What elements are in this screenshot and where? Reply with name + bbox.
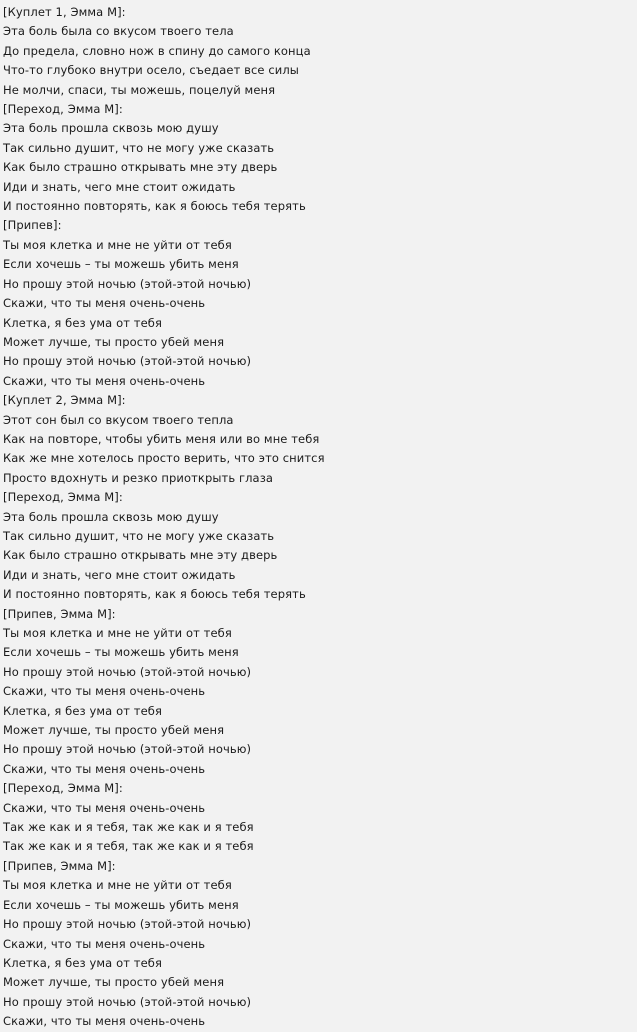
lyric-line: Эта боль прошла сквозь мою душу bbox=[3, 509, 219, 524]
lyric-line: Скажи, что ты меня очень-очень bbox=[3, 936, 206, 951]
lyric-line: Просто вдохнуть и резко приоткрыть глаза bbox=[3, 470, 274, 485]
lyric-line: Скажи, что ты меня очень-очень bbox=[3, 761, 206, 776]
lyric-line: Клетка, я без ума от тебя bbox=[3, 315, 162, 330]
lyric-line: До предела, словно нож в спину до самого конца bbox=[3, 43, 311, 58]
lyric-line: Как же мне хотелось просто верить, что это снится bbox=[3, 451, 325, 466]
section-header: [Куплет 1, Эмма М]: bbox=[3, 5, 126, 19]
lyric-line: Скажи, что ты меня очень-очень bbox=[3, 296, 206, 311]
lyric-line: Так же как и я тебя, так же как и я тебя bbox=[3, 839, 254, 854]
section-header: [Припев]: bbox=[3, 218, 62, 233]
lyric-line: Иди и знать, чего мне стоит ожидать bbox=[3, 567, 236, 582]
lyric-line: Если хочешь – ты можешь убить меня bbox=[3, 257, 239, 272]
lyric-line: Эта боль была со вкусом твоего тела bbox=[3, 24, 234, 39]
lyric-line: Этот сон был со вкусом твоего тепла bbox=[3, 412, 234, 427]
section-header: [Переход, Эмма М]: bbox=[3, 781, 123, 796]
lyric-line: Но прошу этой ночью (этой-этой ночью) bbox=[3, 994, 252, 1009]
lyric-line: Эта боль прошла сквозь мою душу bbox=[3, 121, 219, 136]
lyric-line: Клетка, я без ума от тебя bbox=[3, 703, 162, 718]
lyric-line: Так же как и я тебя, так же как и я тебя bbox=[3, 820, 254, 835]
section-header: [Припев, Эмма М]: bbox=[3, 858, 116, 873]
lyric-line: Скажи, что ты меня очень-очень bbox=[3, 373, 206, 388]
lyric-line: Так сильно душит, что не могу уже сказать bbox=[3, 140, 275, 155]
lyric-line: Но прошу этой ночью (этой-этой ночью) bbox=[3, 354, 252, 369]
lyric-line: Может лучше, ты просто убей меня bbox=[3, 334, 225, 349]
lyric-line: Как было страшно открывать мне эту дверь bbox=[3, 548, 278, 563]
lyric-line: Скажи, что ты меня очень-очень bbox=[3, 684, 206, 699]
lyric-line: И постоянно повторять, как я боюсь тебя терять bbox=[3, 587, 306, 602]
section-header: [Переход, Эмма М]: bbox=[3, 102, 123, 117]
lyric-line: Не молчи, спаси, ты можешь, поцелуй меня bbox=[3, 82, 276, 97]
section-header: [Куплет 2, Эмма М]: bbox=[3, 393, 126, 408]
lyric-line: Может лучше, ты просто убей меня bbox=[3, 723, 225, 738]
lyric-line: Как было страшно открывать мне эту дверь bbox=[3, 160, 278, 175]
lyric-line: Если хочешь – ты можешь убить меня bbox=[3, 645, 239, 660]
lyric-line: Скажи, что ты меня очень-очень bbox=[3, 1014, 206, 1029]
section-header: [Припев, Эмма М]: bbox=[3, 606, 116, 621]
lyric-line: Так сильно душит, что не могу уже сказать bbox=[3, 528, 275, 543]
lyric-line: Но прошу этой ночью (этой-этой ночью) bbox=[3, 742, 252, 757]
lyric-line: Ты моя клетка и мне не уйти от тебя bbox=[3, 237, 232, 252]
lyric-line: Ты моя клетка и мне не уйти от тебя bbox=[3, 626, 232, 640]
lyric-line: Скажи, что ты меня очень-очень bbox=[3, 800, 206, 815]
lyric-line: Но прошу этой ночью (этой-этой ночью) bbox=[3, 917, 252, 932]
lyric-line: Но прошу этой ночью (этой-этой ночью) bbox=[3, 664, 252, 679]
lyric-line: Может лучше, ты просто убей меня bbox=[3, 975, 225, 990]
lyric-line: Как на повторе, чтобы убить меня или во мне тебя bbox=[3, 431, 320, 446]
lyric-line: Если хочешь – ты можешь убить меня bbox=[3, 897, 239, 912]
section-header: [Переход, Эмма М]: bbox=[3, 490, 123, 505]
lyric-line: Что-то глубоко внутри осело, съедает все силы bbox=[3, 63, 299, 78]
lyric-line: Иди и знать, чего мне стоит ожидать bbox=[3, 179, 236, 194]
lyric-line: И постоянно повторять, как я боюсь тебя терять bbox=[3, 199, 306, 214]
lyric-line: Клетка, я без ума от тебя bbox=[3, 955, 162, 970]
lyric-line: Ты моя клетка и мне не уйти от тебя bbox=[3, 878, 232, 893]
lyric-line: Но прошу этой ночью (этой-этой ночью) bbox=[3, 276, 252, 291]
